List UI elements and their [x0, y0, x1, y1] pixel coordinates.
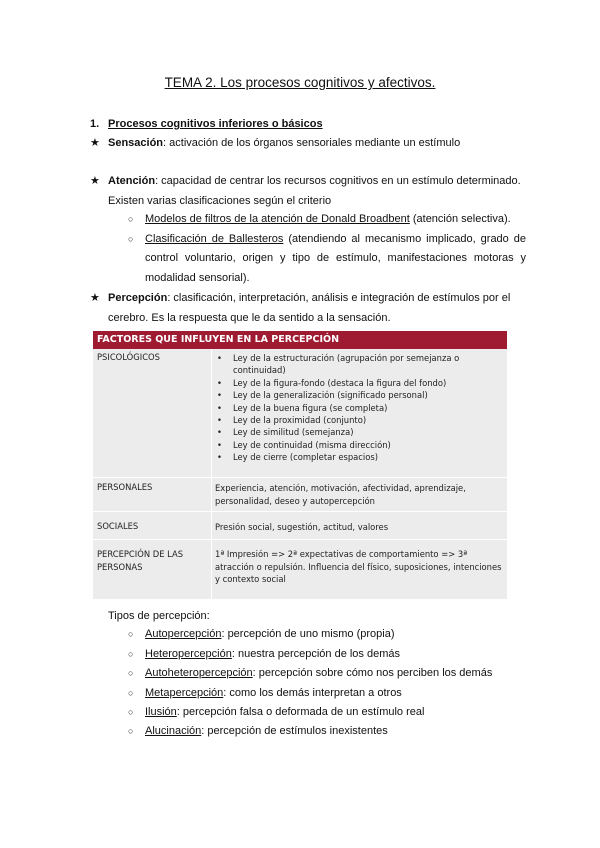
type-desc: : percepción falsa o deformada de un estímulo real [176, 706, 425, 718]
ballesteros-link[interactable]: Clasificación de Ballesteros [145, 233, 284, 245]
list-item: • Ley de la estructuración (agrupación por semejanza o continuidad) [215, 352, 505, 377]
type-term[interactable]: Metapercepción [145, 687, 224, 699]
row-label: PERSONALES [97, 482, 153, 492]
list-item: • Ley de la proximidad (conjunto) [215, 414, 505, 426]
atencion-text: : capacidad de centrar los recursos cognitivos en un estímulo determinado. [155, 175, 521, 187]
atencion-term: Atención [108, 175, 156, 187]
type-term[interactable]: Alucinación [145, 725, 202, 737]
sensacion-term: Sensación [108, 137, 164, 149]
type-term[interactable]: Autoheteropercepción [145, 667, 253, 679]
atencion-sub-2 [128, 230, 526, 288]
circle-bullet-icon: ○ [128, 688, 134, 698]
page-title: TEMA 2. Los procesos cognitivos y afectivos. [164, 75, 436, 90]
star-bullet-icon: ★ [90, 137, 100, 149]
circle-bullet-icon: ○ [128, 234, 134, 244]
percepcion-item [90, 288, 526, 308]
table-row [93, 479, 507, 511]
list-item: • Ley de cierre (completar espacios) [215, 451, 505, 463]
percepcion-text: : clasificación, interpretación, análisis e integración de estímulos por el [167, 292, 511, 304]
types-title: Tipos de percepción: [108, 610, 210, 622]
percepcion-term: Percepción [108, 292, 168, 304]
list-item: • Ley de la generalización (significado personal) [215, 389, 505, 401]
table-header: FACTORES QUE INFLUYEN EN LA PERCEPCIÓN [93, 331, 507, 349]
list-item: • Ley de la figura-fondo (destaca la figura del fondo) [215, 377, 505, 389]
type-item [128, 664, 492, 684]
type-term[interactable]: Autopercepción [145, 628, 222, 640]
row-text: Experiencia, atención, motivación, afectividad, aprendizaje, personalidad, deseo y autopercepción [215, 483, 466, 506]
sensacion-text: : activación de los órganos sensoriales mediante un estímulo [163, 137, 461, 149]
table-row [93, 518, 507, 539]
type-desc: : percepción sobre cómo nos perciben los demás [252, 667, 493, 679]
type-term[interactable]: Ilusión [145, 706, 177, 718]
atencion-sub-1 [128, 210, 526, 229]
section-label: Procesos cognitivos inferiores o básicos [108, 118, 323, 130]
list-item: • Ley de similitud (semejanza) [215, 426, 505, 438]
psych-laws-list [215, 352, 505, 464]
type-item [128, 722, 388, 742]
row-label: SOCIALES [97, 521, 139, 531]
type-item [128, 703, 424, 723]
type-item [128, 625, 394, 645]
circle-bullet-icon: ○ [128, 726, 134, 736]
circle-bullet-icon: ○ [128, 707, 134, 717]
atencion-line2: Existen varias clasificaciones según el criterio [108, 195, 332, 207]
sub2-rest: (atendiendo al mecanismo implicado, grado de control voluntario, origen y tipo de estímulo, manifestaciones motoras y modalidad sensorial). [145, 233, 527, 284]
circle-bullet-icon: ○ [128, 649, 134, 659]
factors-table [93, 331, 507, 599]
row-text: Presión social, sugestión, actitud, valores [215, 522, 389, 532]
list-item: • Ley de continuidad (misma dirección) [215, 439, 505, 451]
row-label: PERCEPCIÓN DE LAS PERSONAS [97, 549, 184, 572]
atencion-item [90, 171, 521, 191]
row-text: 1ª Impresión => 2ª expectativas de comportamiento => 3ª atracción o repulsión. Influencia del físico, suposiciones, intenciones y contexto social [215, 549, 502, 584]
circle-bullet-icon: ○ [128, 668, 134, 678]
percepcion-line2: cerebro. Es la respuesta que le da sentido a la sensación. [108, 312, 391, 324]
sub1-rest: (atención selectiva). [409, 213, 511, 225]
type-desc: : como los demás interpretan a otros [223, 687, 402, 699]
type-item [128, 684, 402, 704]
broadbent-link[interactable]: Modelos de filtros de la atención de Donald Broadbent [145, 213, 410, 225]
star-bullet-icon: ★ [90, 292, 100, 304]
type-desc: : percepción de uno mismo (propia) [221, 628, 395, 640]
table-row [93, 545, 507, 599]
type-desc: : percepción de estímulos inexistentes [201, 725, 388, 737]
circle-bullet-icon: ○ [128, 629, 134, 639]
row-label: PSICOLÓGICOS [97, 352, 160, 362]
section-number: 1. [90, 118, 100, 130]
table-row [93, 349, 507, 477]
section-heading [90, 118, 323, 130]
type-desc: : nuestra percepción de los demás [231, 648, 400, 660]
sensacion-item [90, 133, 460, 153]
circle-bullet-icon: ○ [128, 214, 134, 224]
type-term[interactable]: Heteropercepción [145, 648, 232, 660]
star-bullet-icon: ★ [90, 175, 100, 187]
list-item: • Ley de la buena figura (se completa) [215, 402, 505, 414]
type-item [128, 645, 400, 665]
